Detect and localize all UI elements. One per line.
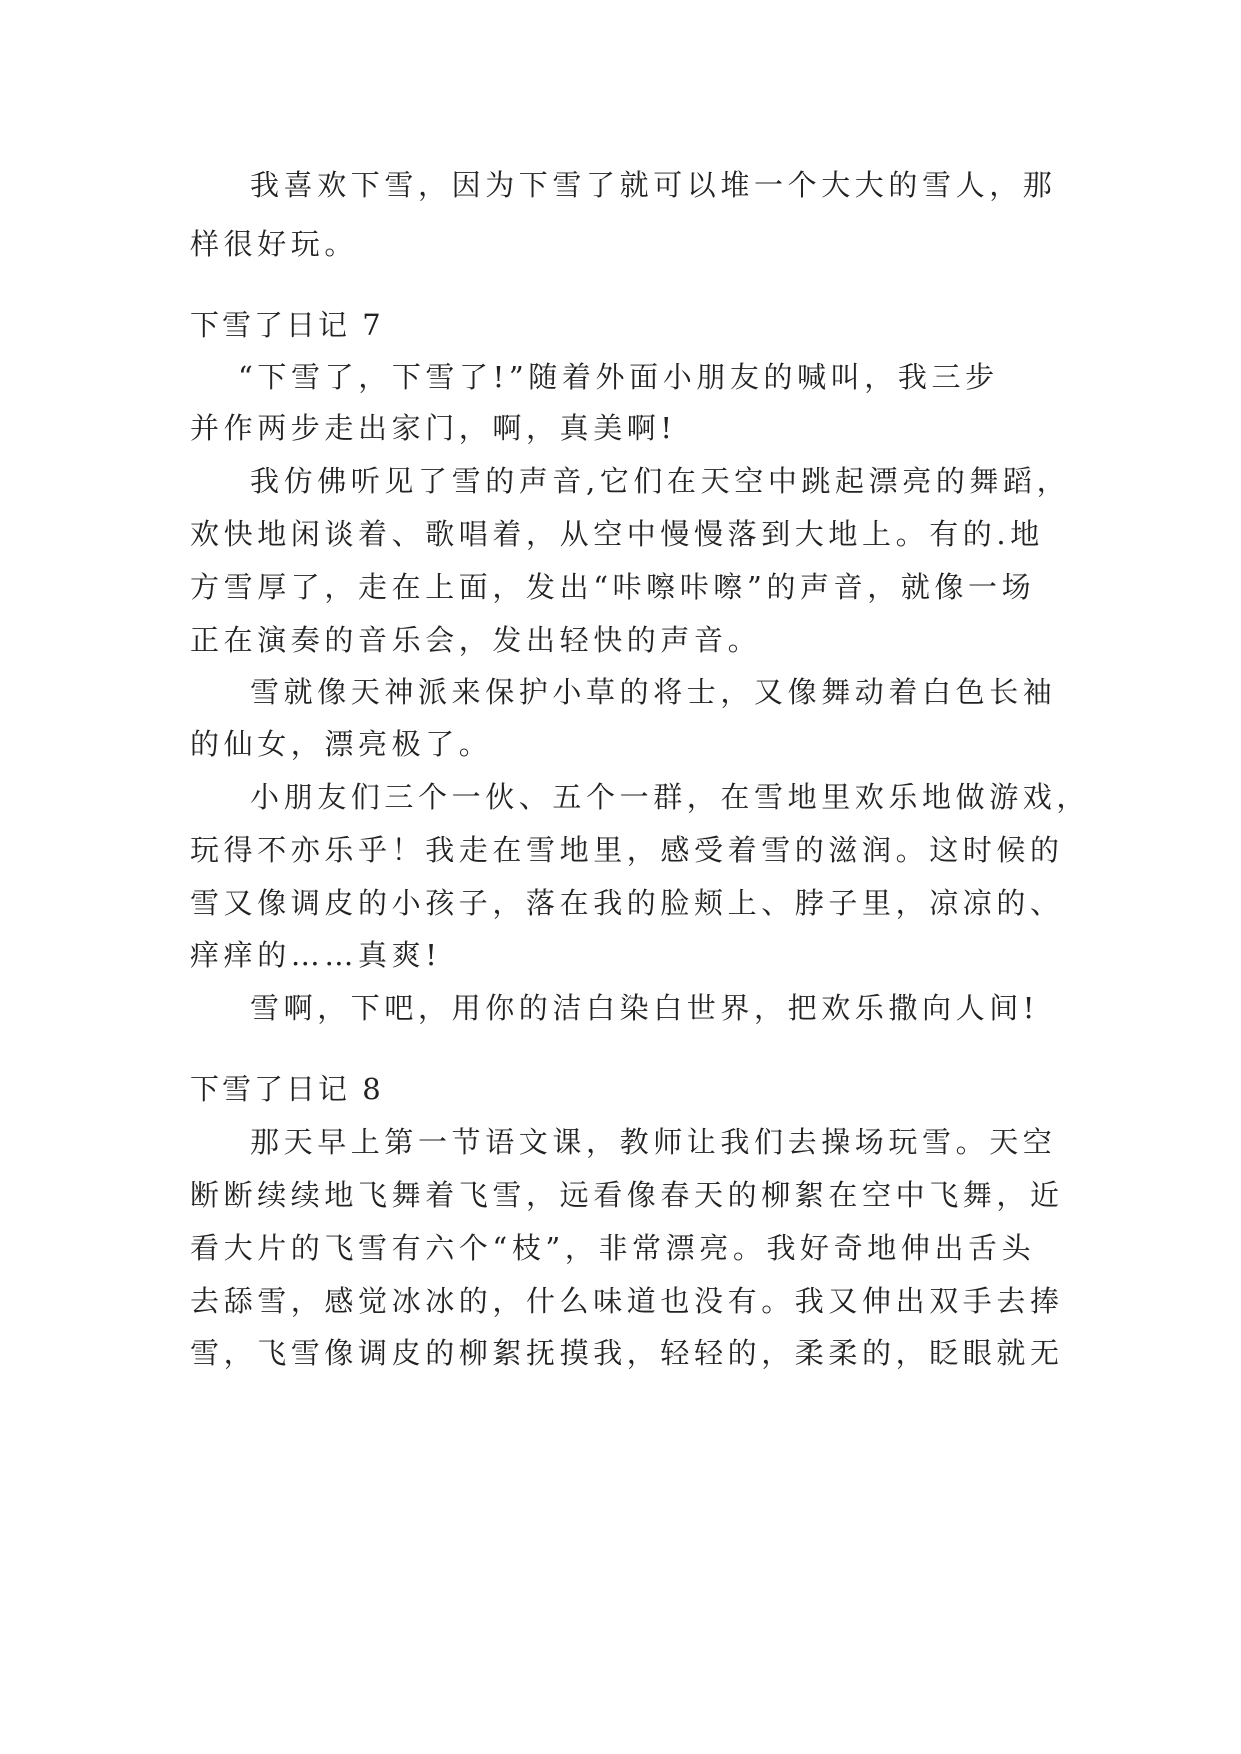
paragraph-line: 雪，飞雪像调皮的柳絮抚摸我，轻轻的，柔柔的，眨眼就无 [190,1336,1064,1370]
paragraph-line: 那天早上第一节语文课，教师让我们去操场玩雪。天空 [250,1125,1057,1159]
paragraph-line: 小朋友们三个一伙、五个一群，在雪地里欢乐地做游戏， [250,780,1091,814]
paragraph-line: 正在演奏的音乐会，发出轻快的声音。 [190,623,762,657]
section-heading: 下雪了日记 8 [190,1072,384,1106]
section-heading: 下雪了日记 7 [190,308,384,342]
paragraph-line: 欢快地闲谈着、歌唱着，从空中慢慢落到大地上。有的.地 [190,517,1044,551]
paragraph-line: 痒痒的……真爽! [190,938,442,972]
paragraph-line: 去舔雪，感觉冰冰的，什么味道也没有。我又伸出双手去捧 [190,1284,1064,1318]
paragraph-line: 的仙女，漂亮极了。 [190,727,493,761]
paragraph-line: 雪就像天神派来保护小草的将士，又像舞动着白色长袖 [250,675,1057,709]
paragraph-line: 玩得不亦乐乎！我走在雪地里，感受着雪的滋润。这时候的 [190,833,1064,867]
paragraph-line: 看大片的飞雪有六个“枝”，非常漂亮。我好奇地伸出舌头 [190,1231,1036,1265]
paragraph-line: 方雪厚了，走在上面，发出“咔嚓咔嚓”的声音，就像一场 [190,570,1036,604]
paragraph-line: 雪啊，下吧，用你的洁白染白世界，把欢乐撒向人间! [250,991,1040,1025]
paragraph-line: “下雪了，下雪了!”随着外面小朋友的喊叫，我三步 [238,360,999,394]
paragraph-line: 并作两步走出家门，啊，真美啊! [190,411,677,445]
paragraph-line: 断断续续地飞舞着飞雪，远看像春天的柳絮在空中飞舞，近 [190,1178,1064,1212]
paragraph-line: 我喜欢下雪，因为下雪了就可以堆一个大大的雪人，那 [250,168,1057,202]
paragraph-line: 雪又像调皮的小孩子，落在我的脸颊上、脖子里，凉凉的、 [190,886,1064,920]
paragraph-line: 样很好玩。 [190,227,359,261]
paragraph-line: 我仿佛听见了雪的声音,它们在天空中跳起漂亮的舞蹈， [250,464,1071,498]
